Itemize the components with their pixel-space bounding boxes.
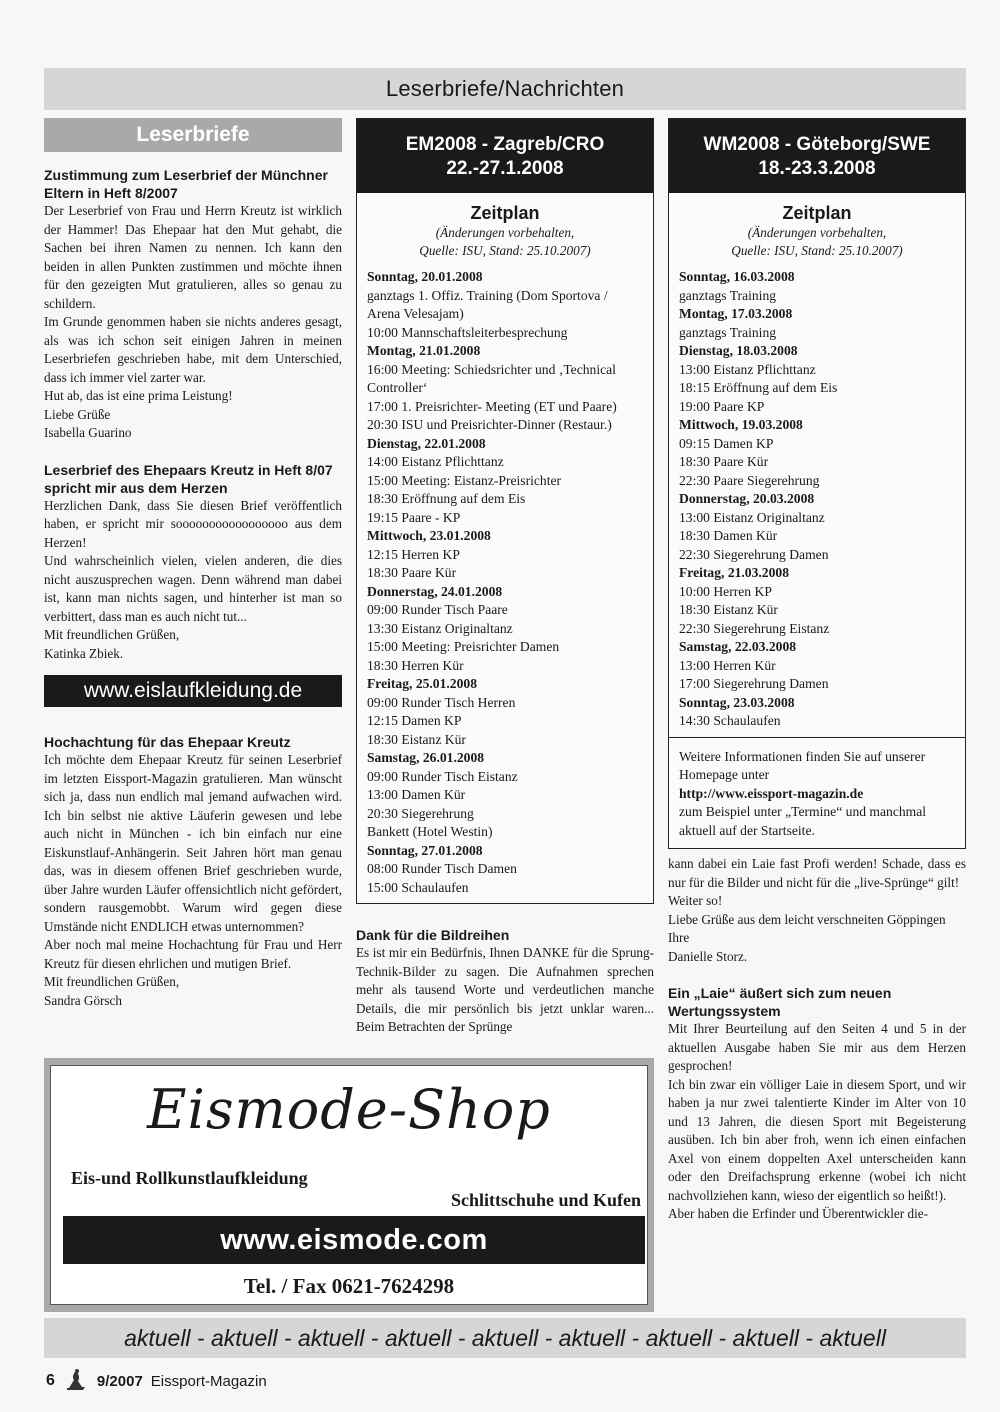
- wm-day-heading: Freitag, 21.03.2008: [679, 565, 789, 580]
- letter1-body: [44, 202, 342, 443]
- wm-event: 17:00 Siegerehrung Damen: [679, 676, 829, 691]
- em-event: 17:00 1. Preisrichter- Meeting (ET und Paare): [367, 398, 617, 414]
- section-header: [44, 68, 966, 110]
- wm-day-heading: Samstag, 22.03.2008: [679, 639, 797, 654]
- laie-body: [668, 1020, 966, 1224]
- em-day-heading: Sonntag, 27.01.2008: [367, 842, 483, 858]
- em-event: 20:30 ISU und Preisrichter-Dinner (Restaur.): [367, 417, 612, 432]
- wm2008-title: WM2008 - Göteborg/SWE: [703, 134, 931, 155]
- eismode-advertisement: [44, 1058, 654, 1312]
- wm2008-box: [668, 118, 966, 849]
- ad-subtitle-left: Eis-und Rollkunstlaufkleidung: [71, 1168, 308, 1188]
- wm2008-info: [669, 737, 965, 849]
- letter2-signature: Katinka Zbiek.: [44, 645, 124, 661]
- em-event: 13:00 Damen Kür: [367, 787, 466, 802]
- letter3-para: Mit freundlichen Grüßen,: [44, 974, 180, 989]
- em-event: Bankett (Hotel Westin): [367, 824, 493, 839]
- em-event: 18:30 Eistanz Kür: [367, 731, 466, 747]
- storz-para: Liebe Grüße aus dem leicht verschneiten Göppingen: [668, 911, 946, 927]
- em-event: 16:00 Meeting: Schiedsrichter und ‚Technical Controller‘: [367, 361, 616, 395]
- wm2008-zeitplan-heading: Zeitplan: [782, 203, 852, 223]
- wm-day-heading: Sonntag, 16.03.2008: [679, 269, 795, 284]
- em-event: 15:00 Meeting: Preisrichter Damen: [367, 639, 560, 654]
- issue-number: 9/2007: [96, 1372, 143, 1390]
- wm-event: 14:30 Schaulaufen: [679, 713, 781, 728]
- letter3-title: Hochachtung für das Ehepaar Kreutz: [44, 734, 291, 750]
- letter3-body: [44, 751, 342, 1010]
- homepage-link[interactable]: http://www.eissport-magazin.de: [679, 785, 864, 801]
- wm-day-heading: Mittwoch, 19.03.2008: [679, 417, 803, 432]
- wm-event: 13:00 Eistanz Pflichttanz: [679, 361, 816, 377]
- column-wm-schedule: [668, 118, 966, 1224]
- letter1-signature: Isabella Guarino: [44, 425, 132, 440]
- wm-event: 22:30 Siegerehrung Eistanz: [679, 620, 830, 636]
- em2008-note: [357, 224, 653, 260]
- letter3-para: Ich möchte dem Ehepaar Kreutz für seinen Leserbrief im letzten Eissport-Magazin gratulieren. Man wünscht sich ja, dass nun endlich mal jemand aufwachen wird. Ich bin selbst nie aktive Läuferin gewesen und lebe auch nicht in München - ich bin einfach nur eine Eiskunstlauf-Anhängerin. Seit Jahren hört man genau das, was in diesem offenen Brief geschrieben wurde, über Jahre wurden Läufer offensichtlich nicht gefördert, sondern rausgemobbt. Warum wird gegen diese Umstände nicht ENDLICH etwas unternommen?: [44, 752, 342, 934]
- wm-day-heading: Donnerstag, 20.03.2008: [679, 491, 815, 506]
- wm-day-heading: Dienstag, 18.03.2008: [679, 343, 798, 358]
- wm-event: ganztags Training: [679, 287, 777, 303]
- page-number: 6: [46, 1372, 55, 1389]
- em-event: 20:30 Siegerehrung: [367, 805, 474, 821]
- em2008-header: [357, 119, 653, 193]
- em2008-schedule: [357, 260, 653, 903]
- wm-event: 09:15 Damen KP: [679, 435, 774, 451]
- dank-title: Dank für die Bildreihen: [356, 927, 510, 943]
- em-day-heading: Samstag, 26.01.2008: [367, 750, 485, 765]
- wm-event: 10:00 Herren KP: [679, 583, 772, 599]
- em2008-note-line: (Änderungen vorbehalten,: [435, 225, 575, 240]
- em2008-title: EM2008 - Zagreb/CRO: [405, 134, 605, 155]
- wm-event: 18:30 Eistanz Kür: [679, 602, 778, 617]
- wm-event: 13:00 Herren Kür: [679, 657, 776, 673]
- letter2-body: [44, 497, 342, 664]
- em-event: 09:00 Runder Tisch Eistanz: [367, 768, 518, 784]
- wm2008-note-line: Quelle: ISU, Stand: 25.10.2007): [731, 243, 903, 258]
- info-text: zum Beispiel unter „Termine“ und manchmal aktuell auf der Startseite.: [679, 804, 927, 838]
- section-title: Leserbriefe/Nachrichten: [385, 76, 625, 101]
- wm-event: 22:30 Paare Siegerehrung: [679, 472, 820, 488]
- storz-signature: Danielle Storz.: [668, 948, 748, 964]
- wm2008-note: [669, 224, 965, 260]
- em-event: 09:00 Runder Tisch Paare: [367, 602, 508, 617]
- eislaufkleidung-banner[interactable]: www.eislaufkleidung.de: [44, 675, 342, 707]
- storz-letter-end: [668, 855, 966, 966]
- em-event: 08:00 Runder Tisch Damen: [367, 861, 517, 876]
- letter1-para: Liebe Grüße: [44, 406, 111, 422]
- em-event: 12:15 Damen KP: [367, 713, 462, 728]
- dank-body: [356, 944, 654, 1037]
- laie-title: Ein „Laie“ äußert sich zum neuen Wertungssystem: [668, 985, 892, 1019]
- info-text: Weitere Informationen finden Sie auf unserer Homepage unter: [679, 748, 926, 782]
- laie-para: Ich bin zwar ein völliger Laie in diesem Sport, und wir haben ja nur zwei talentierte Kinder im Alter von 10 und 13 Jahren, die diesen Sport mit Begeisterung ausüben. Ich bin aber froh, wenn ich einen einfachen Axel von einem doppelten Axel unterscheiden kann oder den Dreifachsprung erkenne (wobei ich nicht nachvollziehen kann, wieso der eigentlich so heißt!).: [668, 1076, 966, 1203]
- magazine-name: Eissport-Magazin: [150, 1372, 267, 1390]
- em-event: 10:00 Mannschaftsleiterbesprechung: [367, 324, 568, 340]
- em-event: 15:00 Meeting: Eistanz-Preisrichter: [367, 472, 562, 488]
- wm-event: 18:30 Paare Kür: [679, 454, 769, 469]
- ad-subtitle-right: Schlittschuhe und Kufen: [450, 1190, 641, 1210]
- eismode-logo: Eismode-Shop: [147, 1078, 551, 1141]
- em-day-heading: Sonntag, 20.01.2008: [367, 269, 483, 284]
- em-event: 15:00 Schaulaufen: [367, 879, 469, 895]
- storz-para: Ihre: [668, 930, 690, 945]
- storz-para: Weiter so!: [668, 893, 723, 908]
- footer-band: [44, 1318, 966, 1358]
- em-event: 14:00 Eistanz Pflichttanz: [367, 454, 504, 469]
- letter2-para: Und wahrscheinlich vielen, vielen anderen, die dies nicht auszusprechen wagen. Denn während man dabei ist, kann man nichts sagen, und hinterher ist man so verbittert, dass man es auch nicht tut...: [44, 553, 342, 624]
- em-day-heading: Mittwoch, 23.01.2008: [367, 528, 491, 543]
- wm2008-schedule: [669, 260, 965, 737]
- em-day-heading: Montag, 21.01.2008: [367, 343, 481, 358]
- em2008-note-line: Quelle: ISU, Stand: 25.10.2007): [419, 243, 591, 258]
- em-event: 18:30 Eröffnung auf dem Eis: [367, 491, 526, 506]
- letter1-title: Zustimmung zum Leserbrief der Münchner Eltern in Heft 8/2007: [44, 167, 328, 201]
- em-day-heading: Freitag, 25.01.2008: [367, 676, 477, 691]
- column-em-schedule: [356, 118, 654, 1037]
- letter2-para: Mit freundlichen Grüßen,: [44, 627, 180, 642]
- em-event: 13:30 Eistanz Originaltanz: [367, 620, 513, 636]
- dank-para: Es ist mir ein Bedürfnis, Ihnen DANKE für die Sprung-Technik-Bilder zu sagen. Die Aufnahmen sprechen mehr als tausend Worte und verdeutlichen manche Details, die mir persönlich bis jetzt unklar waren... Beim Betrachten der Sprünge: [356, 945, 654, 1034]
- letter1-para: Der Leserbrief von Frau und Herrn Kreutz ist wirklich der Hammer! Das Ehepaar hat den Mut gehabt, die Sachen bei ihren Namen zu nennen. Ich kann den beiden in allen Punkten zustimmen und möchte ihnen für den gezeigten Mut gratulieren, alles so genau zu schildern.: [44, 203, 342, 311]
- eismode-url[interactable]: www.eismode.com: [63, 1216, 645, 1264]
- leserbriefe-header: Leserbriefe: [44, 118, 342, 152]
- letter1-para: Im Grunde genommen haben sie nichts anderes gesagt, als was ich schon seit einigen Jahren in meinen Leserbriefen geschrieben habe, mit dem Unterschied, dass ich immer viel zarter war.: [44, 314, 342, 385]
- em2008-dates: 22.-27.1.2008: [446, 158, 564, 179]
- em-day-heading: Dienstag, 22.01.2008: [367, 435, 486, 451]
- wm-event: 22:30 Siegerehrung Damen: [679, 546, 829, 562]
- wm-event: 13:00 Eistanz Originaltanz: [679, 509, 825, 525]
- em-event: 12:15 Herren KP: [367, 546, 460, 562]
- wm-event: ganztags Training: [679, 324, 777, 340]
- em2008-box: [356, 118, 654, 904]
- letter2-para: Herzlichen Dank, dass Sie diesen Brief veröffentlich haben, er spricht mir sooooooooooooooooo aus dem Herzen!: [44, 497, 342, 550]
- em-event: 19:15 Paare - KP: [367, 509, 461, 525]
- ad-phone: Tel. / Fax 0621-7624298: [243, 1274, 455, 1298]
- wm-day-heading: Montag, 17.03.2008: [679, 306, 793, 321]
- em-event: 18:30 Paare Kür: [367, 565, 457, 580]
- wm-event: 18:30 Damen Kür: [679, 528, 778, 543]
- skater-logo-icon: [63, 1368, 89, 1394]
- storz-para: kann dabei ein Laie fast Profi werden! Schade, dass es nur für die Bilder und nicht für die „live-Sprünge“ gilt!: [668, 856, 966, 890]
- letter2-title: Leserbrief des Ehepaars Kreutz in Heft 8/07 spricht mir aus dem Herzen: [44, 461, 333, 496]
- letter1-para: Hut ab, das ist eine prima Leistung!: [44, 388, 233, 403]
- em2008-zeitplan-heading: Zeitplan: [470, 203, 540, 223]
- em-event: 18:30 Herren Kür: [367, 657, 464, 673]
- wm-event: 18:15 Eröffnung auf dem Eis: [679, 380, 838, 395]
- laie-para: Mit Ihrer Beurteilung auf den Seiten 4 und 5 in der aktuellen Ausgabe haben Sie mir aus dem Herzen gesprochen!: [668, 1021, 966, 1073]
- wm2008-note-line: (Änderungen vorbehalten,: [747, 225, 887, 240]
- laie-para: Aber haben die Erfinder und Überentwickler die-: [668, 1206, 928, 1221]
- wm2008-header: [669, 119, 965, 193]
- em-event: 09:00 Runder Tisch Herren: [367, 694, 516, 710]
- wm-day-heading: Sonntag, 23.03.2008: [679, 694, 795, 710]
- letter3-para: Aber noch mal meine Hochachtung für Frau und Herr Kreutz für diesen ehrlichen und mutigen Brief.: [44, 937, 342, 971]
- letter3-signature: Sandra Görsch: [44, 992, 123, 1008]
- ad-panel: [50, 1065, 648, 1305]
- em-event: ganztags 1. Offiz. Training (Dom Sportova / Arena Velesajam): [367, 287, 608, 321]
- column-letters-left: [44, 118, 342, 1010]
- em-day-heading: Donnerstag, 24.01.2008: [367, 583, 503, 599]
- footer-aktuell-text: aktuell - aktuell - aktuell - aktuell - aktuell - aktuell - aktuell - aktuell - aktuell: [124, 1325, 886, 1351]
- wm2008-dates: 18.-23.3.2008: [758, 158, 876, 179]
- page-folio: [46, 1368, 267, 1394]
- wm-event: 19:00 Paare KP: [679, 398, 765, 414]
